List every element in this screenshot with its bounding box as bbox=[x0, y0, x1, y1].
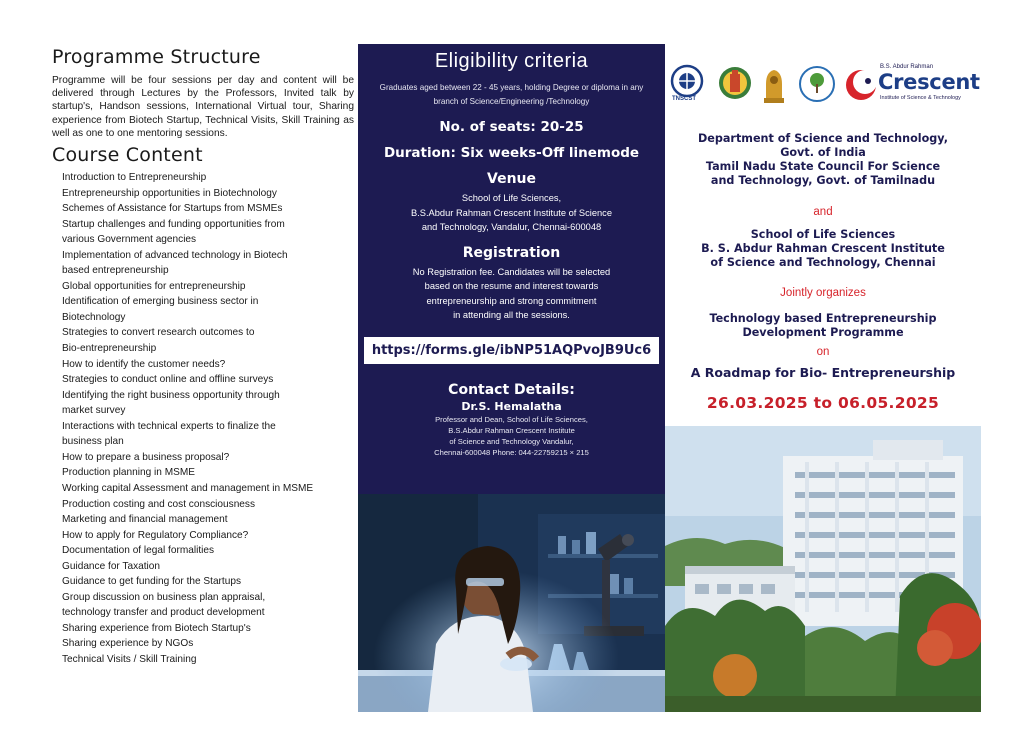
course-item: technology transfer and product development bbox=[62, 607, 265, 619]
course-content-heading: Course Content bbox=[52, 144, 203, 167]
contact-line: B.S.Abdur Rahman Crescent Institute bbox=[448, 425, 575, 435]
programme-title-line: Development Programme bbox=[742, 326, 904, 339]
course-item: Startup challenges and funding opportunities from bbox=[62, 218, 285, 230]
organizer-line: Tamil Nadu State Council For Science bbox=[705, 160, 941, 173]
registration-text bbox=[358, 265, 665, 323]
course-item: Identifying the right business opportunity through bbox=[62, 389, 280, 401]
course-item: various Government agencies bbox=[62, 234, 197, 246]
venue-line: School of Life Sciences, bbox=[461, 193, 562, 203]
tnscst-label: TNSCST bbox=[672, 96, 696, 102]
on-connector: on bbox=[816, 346, 830, 358]
course-item: Production costing and cost consciousness bbox=[62, 498, 256, 510]
registration-line: No Registration fee. Candidates will be selected bbox=[412, 266, 611, 277]
course-item: Strategies to convert research outcomes to bbox=[62, 327, 255, 339]
logo-strip bbox=[668, 64, 978, 108]
middle-panel bbox=[358, 44, 665, 712]
organizer-line: Govt. of India bbox=[780, 146, 866, 159]
course-item: How to apply for Regulatory Compliance? bbox=[62, 529, 249, 541]
course-item: Introduction to Entrepreneurship bbox=[62, 172, 207, 184]
crescent-small-text: B.S. Abdur Rahman bbox=[880, 64, 934, 70]
contact-name: Dr.S. Hemalatha bbox=[461, 399, 562, 413]
contact-line: of Science and Technology Vandalur, bbox=[449, 437, 574, 447]
eligibility-text: Graduates aged between 22 - 45 years, holding Degree or diploma in any branch of Science/Engineering /Technology bbox=[379, 83, 644, 106]
organizer-line: and Technology, Govt. of Tamilnadu bbox=[710, 174, 936, 187]
course-item: Production planning in MSME bbox=[62, 467, 195, 479]
course-item: market survey bbox=[62, 405, 126, 417]
eligibility-heading: Eligibility criteria bbox=[434, 50, 589, 72]
registration-line: in attending all the sessions. bbox=[453, 310, 570, 320]
course-item: Global opportunities for entrepreneurship bbox=[62, 280, 246, 292]
course-item: Entrepreneurship opportunities in Biotechnology bbox=[62, 187, 277, 199]
course-item: Bio-entrepreneurship bbox=[62, 343, 157, 355]
course-item: Identification of emerging business sector in bbox=[62, 296, 259, 308]
and-connector: and bbox=[813, 206, 833, 218]
course-item: Sharing experience from Biotech Startup's bbox=[62, 622, 251, 634]
organizer-school bbox=[668, 228, 978, 270]
lab-scientist-photo bbox=[358, 494, 665, 712]
course-item: Marketing and financial management bbox=[62, 514, 228, 526]
course-content-list bbox=[62, 170, 354, 668]
right-column bbox=[668, 44, 978, 712]
organizer-line: B. S. Abdur Rahman Crescent Institute bbox=[701, 242, 945, 255]
seats-count: No. of seats: 20-25 bbox=[439, 119, 584, 135]
venue-line: B.S.Abdur Rahman Crescent Institute of Science bbox=[410, 207, 613, 218]
course-item: based entrepreneurship bbox=[62, 265, 169, 277]
contact-line: Chennai-600048 Phone: 044-22759215 × 215 bbox=[434, 448, 589, 458]
programme-title-line: Technology based Entrepreneurship bbox=[709, 312, 937, 325]
jointly-organizes: Jointly organizes bbox=[780, 287, 866, 299]
registration-line: entrepreneurship and strong commitment bbox=[426, 295, 597, 306]
course-item: Technical Visits / Skill Training bbox=[62, 653, 197, 665]
programme-title bbox=[668, 312, 978, 340]
venue-address bbox=[358, 191, 665, 235]
institution-seal-icon bbox=[798, 64, 836, 104]
organizer-dst bbox=[668, 132, 978, 188]
duration: Duration: Six weeks-Off linemode bbox=[383, 145, 640, 161]
programme-structure-text: Programme will be four sessions per day and content will be delivered through Lectures by the Professors, Invited talk by startup's, Handson sessions, International Virtual tour, Sharing experience from Biotech Startup, Technical Visits, Skill Training as well as one to one mentoring sessions. bbox=[52, 75, 354, 139]
crescent-subtitle: Institute of Science & Technology bbox=[880, 95, 961, 101]
course-item: Guidance for Taxation bbox=[62, 560, 161, 572]
campus-illustration bbox=[665, 426, 981, 712]
course-item: Working capital Assessment and management in MSME bbox=[62, 482, 314, 494]
course-item: How to prepare a business proposal? bbox=[62, 451, 230, 463]
course-item: Sharing experience by NGOs bbox=[62, 638, 194, 650]
organizer-line: of Science and Technology, Chennai bbox=[710, 256, 936, 269]
registration-line: based on the resume and interest towards bbox=[424, 281, 599, 291]
india-emblem-icon bbox=[760, 64, 788, 104]
course-item: How to identify the customer needs? bbox=[62, 358, 226, 370]
crescent-logo-icon bbox=[844, 68, 878, 102]
course-item: Strategies to conduct online and offline surveys bbox=[62, 374, 274, 386]
course-item: Guidance to get funding for the Startups bbox=[62, 576, 242, 588]
venue-heading: Venue bbox=[487, 171, 536, 187]
campus-building-photo bbox=[665, 426, 981, 712]
course-item: Group discussion on business plan appraisal, bbox=[62, 591, 266, 603]
registration-heading: Registration bbox=[462, 244, 561, 261]
programme-structure-heading: Programme Structure bbox=[52, 46, 261, 68]
registration-form-link[interactable]: https://forms.gle/ibNP51AQPvoJB9Uc6 bbox=[364, 337, 659, 364]
contact-details bbox=[358, 414, 665, 459]
tamilnadu-emblem-icon bbox=[718, 64, 752, 104]
course-item: Interactions with technical experts to finalize the bbox=[62, 420, 276, 432]
left-column bbox=[52, 46, 354, 668]
contact-heading: Contact Details: bbox=[448, 381, 575, 398]
contact-line: Professor and Dean, School of Life Sciences, bbox=[435, 414, 588, 424]
course-item: Biotechnology bbox=[62, 311, 126, 323]
organizer-line: School of Life Sciences bbox=[750, 228, 896, 241]
course-item: Documentation of legal formalities bbox=[62, 545, 215, 557]
venue-line: and Technology, Vandalur, Chennai-600048 bbox=[421, 222, 602, 232]
roadmap-title: A Roadmap for Bio- Entrepreneurship bbox=[690, 365, 956, 380]
crescent-name: Crescent bbox=[878, 70, 980, 94]
course-item: business plan bbox=[62, 436, 124, 448]
course-item: Implementation of advanced technology in Biotech bbox=[62, 249, 288, 261]
course-item: Schemes of Assistance for Startups from MSMEs bbox=[62, 203, 283, 215]
lab-illustration bbox=[358, 494, 665, 712]
organizer-line: Department of Science and Technology, bbox=[698, 132, 948, 145]
programme-dates: 26.03.2025 to 06.05.2025 bbox=[706, 394, 940, 412]
